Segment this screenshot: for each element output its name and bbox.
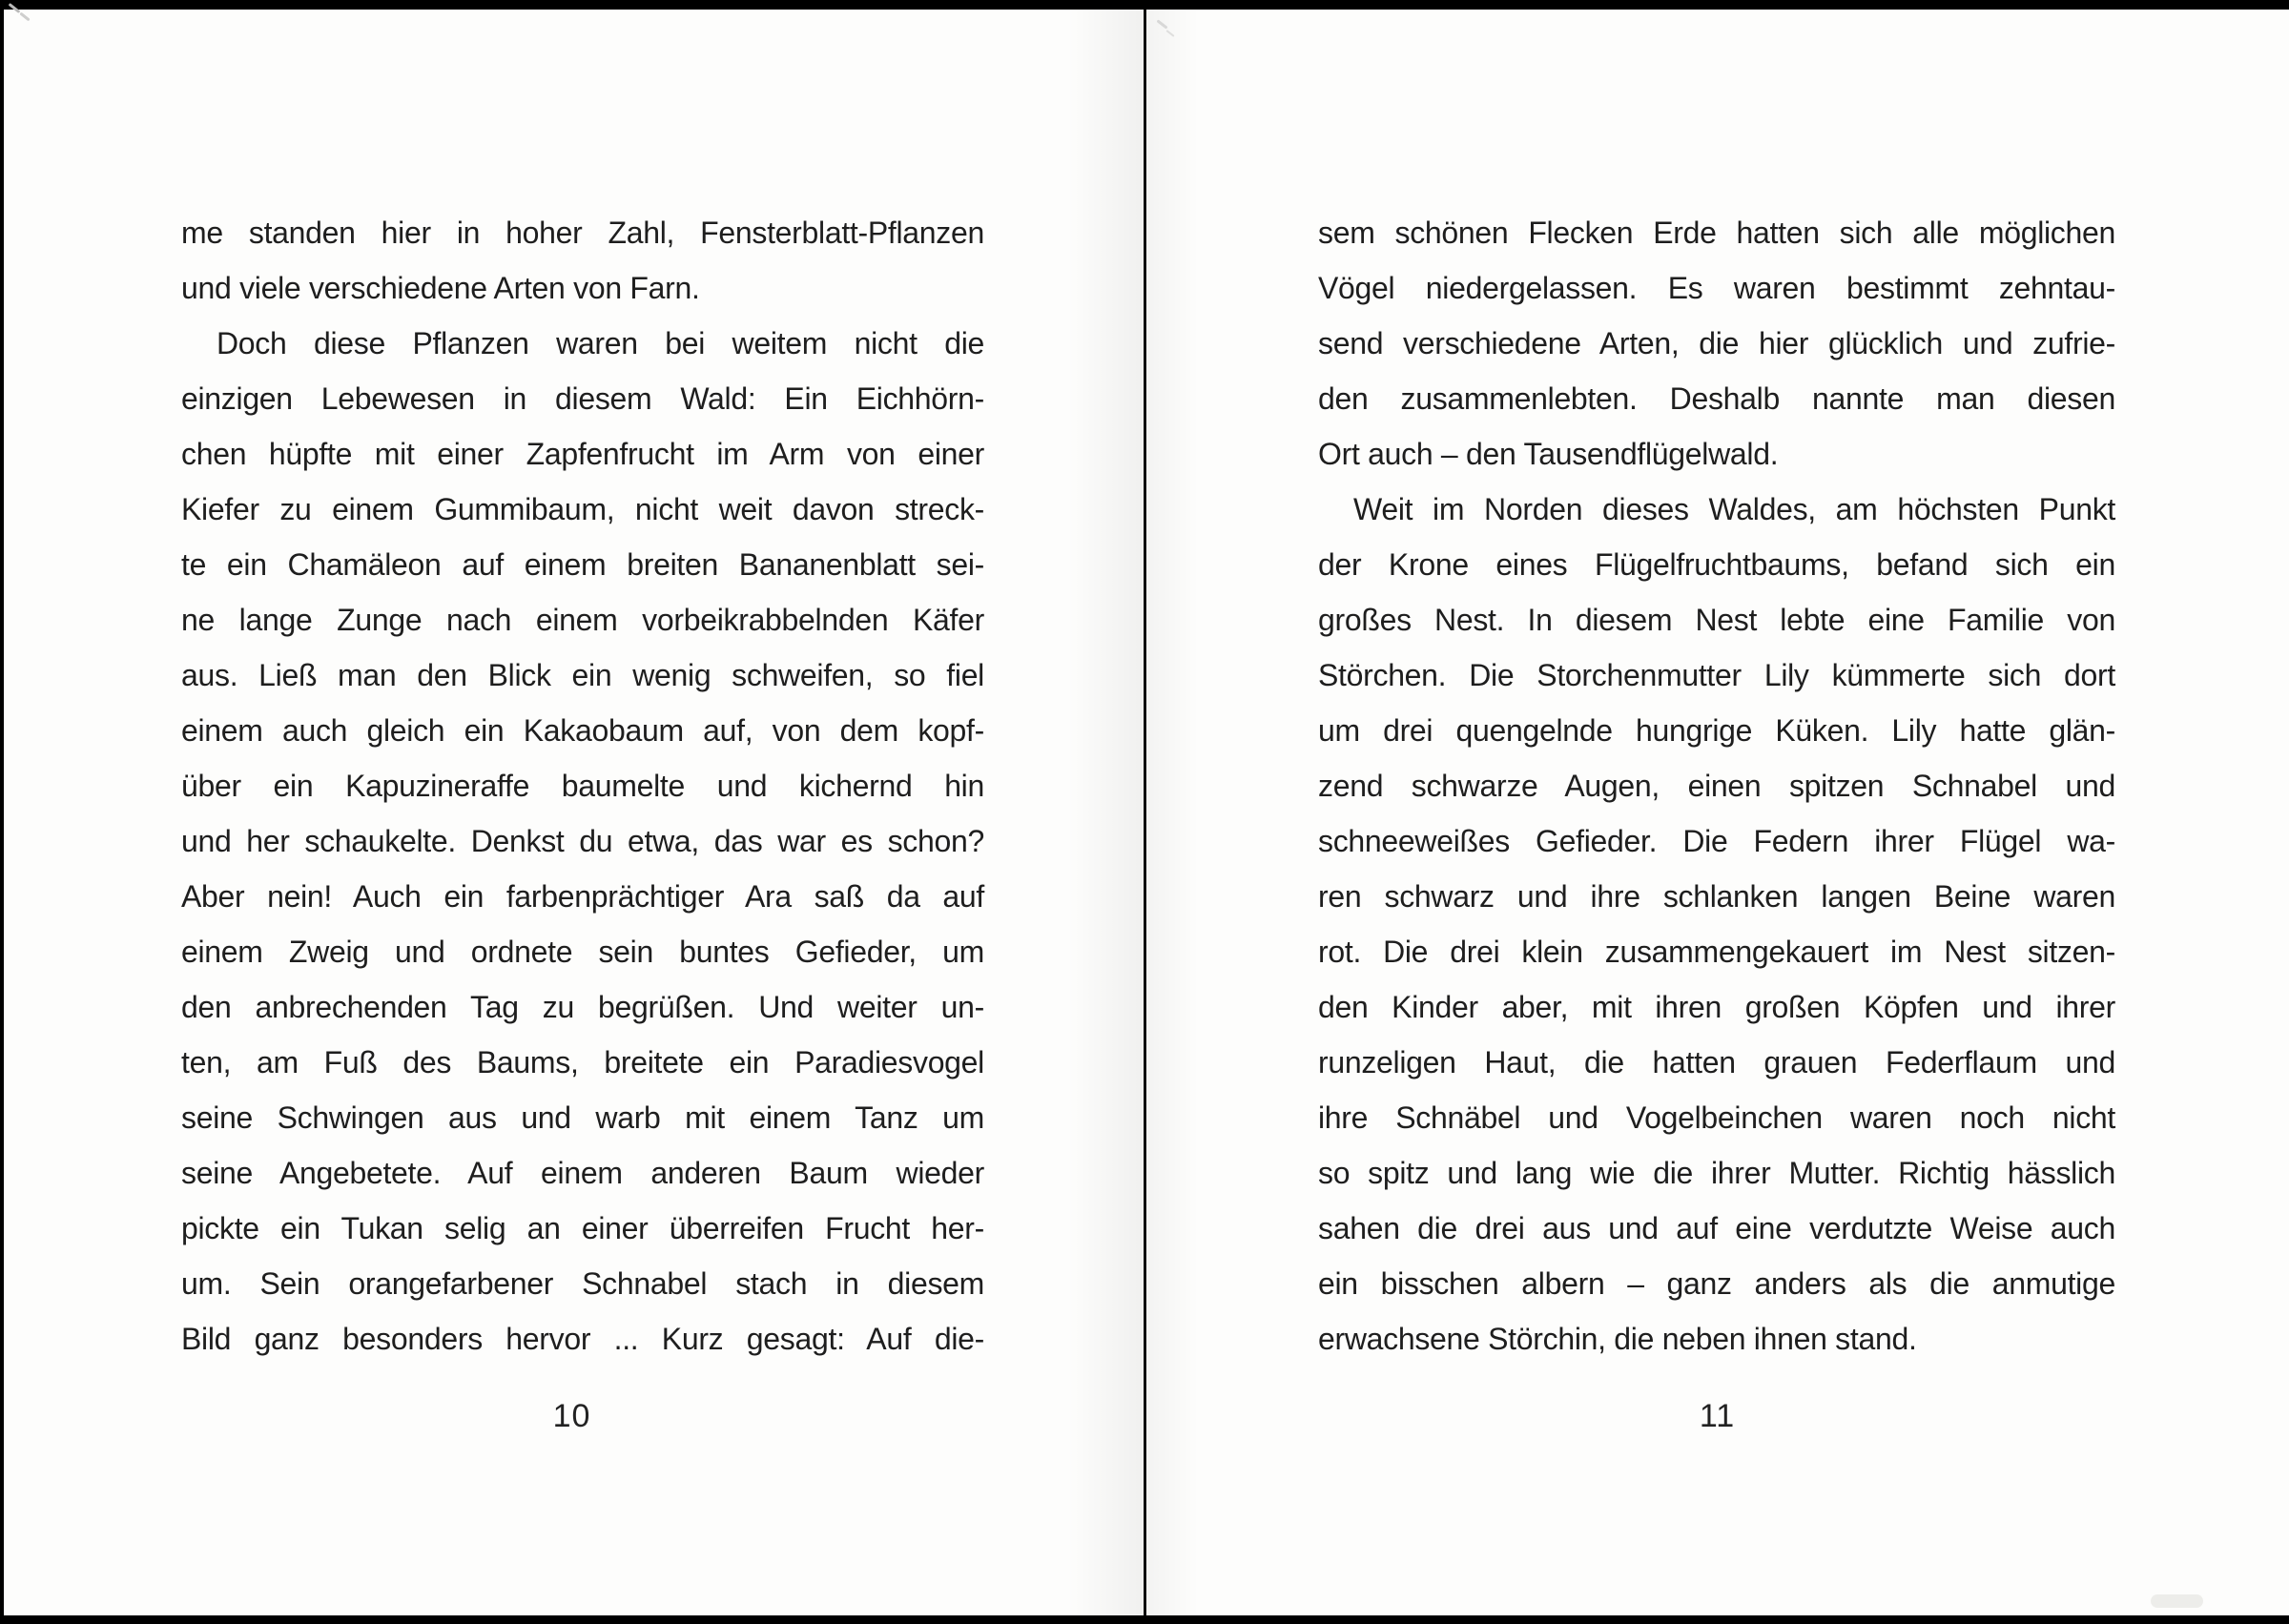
text-line: über ein Kapuzineraffe baumelte und kichernd hin [181,769,984,803]
scan-edge-left [0,0,4,1624]
scan-edge-top [0,0,2289,10]
text-line: den zusammenlebten. Deshalb nannte man diesen [1318,381,2115,416]
page-number: 11 [1699,1398,1736,1434]
text-line: großes Nest. In diesem Nest lebte eine Familie von [1318,603,2115,637]
text-line: ne lange Zunge nach einem vorbeikrabbelnden Käfer [181,603,984,637]
text-line: chen hüpfte mit einer Zapfenfrucht im Arm von einer [181,437,984,471]
text-line: zend schwarze Augen, einen spitzen Schnabel und [1318,769,2115,803]
text-line: so spitz und lang wie die ihrer Mutter. Richtig hässlich [1318,1156,2115,1190]
text-line: seine Angebetete. Auf einem anderen Baum wieder [181,1156,984,1190]
text-line: send verschiedene Arten, die hier glücklich und zufrie- [1318,326,2115,360]
text-line: sahen die drei aus und auf eine verdutzte Weise auch [1318,1211,2115,1245]
text-line: um drei quengelnde hungrige Küken. Lily hatte glän- [1318,713,2115,748]
text-line: den anbrechenden Tag zu begrüßen. Und weiter un- [181,990,984,1024]
text-line: rot. Die drei klein zusammengekauert im Nest sitzen- [1318,935,2115,969]
text-line: ihre Schnäbel und Vogelbeinchen waren noch nicht [1318,1100,2115,1135]
text-line: Vögel niedergelassen. Es waren bestimmt zehntau- [1318,271,2115,305]
page-number: 10 [552,1398,591,1434]
text-line: und her schaukelte. Denkst du etwa, das war es schon? [181,824,984,858]
text-line: pickte ein Tukan selig an einer überreifen Frucht her- [181,1211,984,1245]
text-line: Weit im Norden dieses Waldes, am höchsten Punkt [1353,492,2115,526]
text-line: seine Schwingen aus und warb mit einem Tanz um [181,1100,984,1135]
text-line: me standen hier in hoher Zahl, Fensterblatt-Pflanzen [181,216,984,250]
page-gutter-divider [1144,0,1146,1624]
text-line: einem auch gleich ein Kakaobaum auf, von dem kopf- [181,713,984,748]
text-line: einem Zweig und ordnete sein buntes Gefieder, um [181,935,984,969]
text-line: Aber nein! Auch ein farbenprächtiger Ara saß da auf [181,879,984,914]
text-line: ren schwarz und ihre schlanken langen Beine waren [1318,879,2115,914]
text-line: und viele verschiedene Arten von Farn. [181,271,700,305]
text-line: sem schönen Flecken Erde hatten sich alle möglichen [1318,216,2115,250]
text-line: aus. Ließ man den Blick ein wenig schweifen, so fiel [181,658,984,692]
text-line: Bild ganz besonders hervor ... Kurz gesagt: Auf die- [181,1322,984,1356]
text-line: erwachsene Störchin, die neben ihnen stand. [1318,1322,1917,1356]
text-line: ten, am Fuß des Baums, breitete ein Paradiesvogel [181,1045,984,1079]
text-line: Kiefer zu einem Gummibaum, nicht weit davon streck- [181,492,984,526]
text-line: Doch diese Pflanzen waren bei weitem nicht die [217,326,984,360]
text-line: schneeweißes Gefieder. Die Federn ihrer Flügel wa- [1318,824,2115,858]
text-line: ein bisschen albern – ganz anders als die anmutige [1318,1266,2115,1301]
text-line: einzigen Lebewesen in diesem Wald: Ein Eichhörn- [181,381,984,416]
page-right [1145,0,2289,1624]
text-block [1318,205,2115,1367]
text-block [181,205,984,1367]
text-line: Ort auch – den Tausendflügelwald. [1318,437,1779,471]
text-line: Störchen. Die Storchenmutter Lily kümmerte sich dort [1318,658,2115,692]
text-line: um. Sein orangefarbener Schnabel stach in diesem [181,1266,984,1301]
page-left [0,0,1144,1624]
text-line: den Kinder aber, mit ihren großen Köpfen und ihrer [1318,990,2115,1024]
scan-edge-bottom [0,1615,2289,1624]
text-line: runzeligen Haut, die hatten grauen Federflaum und [1318,1045,2115,1079]
text-line: der Krone eines Flügelfruchtbaums, befand sich ein [1318,547,2115,582]
text-line: te ein Chamäleon auf einem breiten Bananenblatt sei- [181,547,984,582]
